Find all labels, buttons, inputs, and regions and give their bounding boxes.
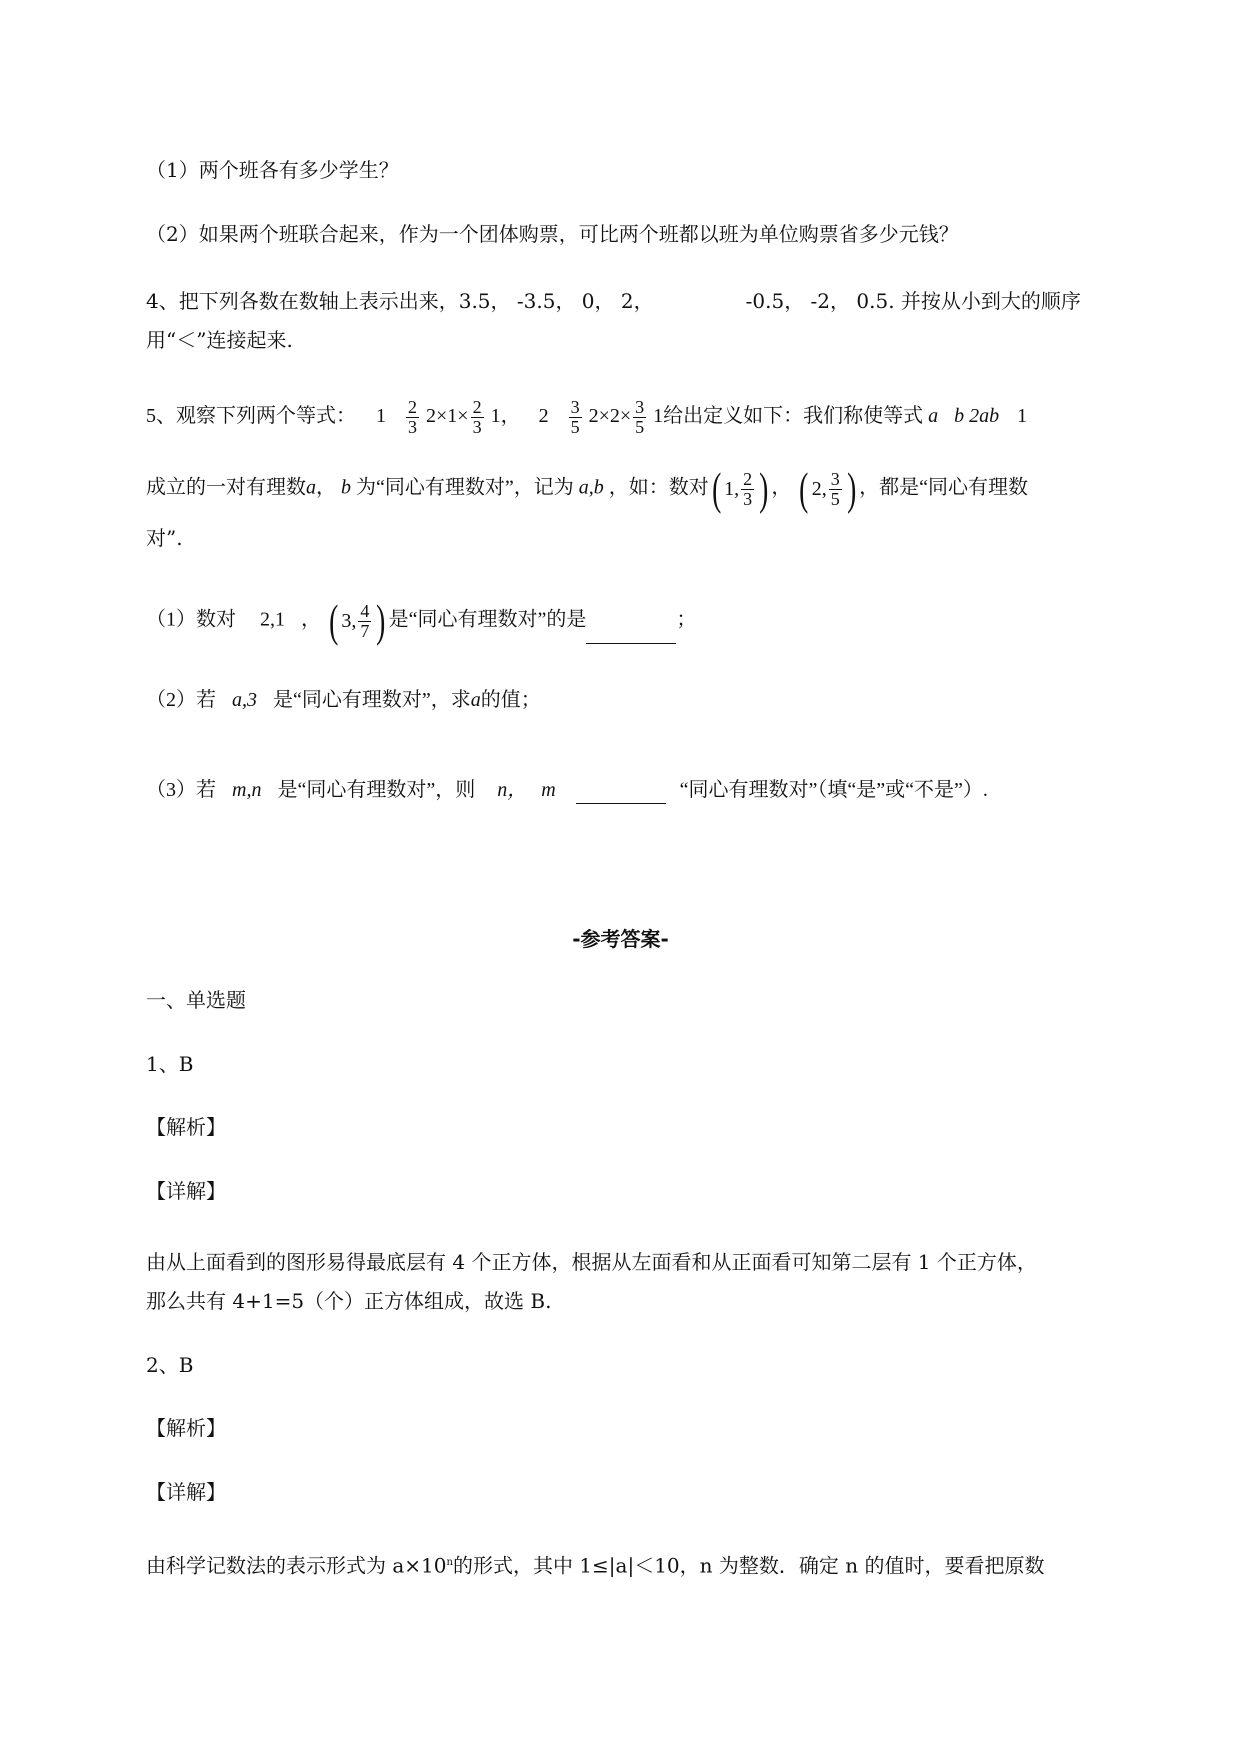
q5-sub3-blank	[576, 781, 666, 804]
q5-sub2-a: （2）若	[146, 689, 216, 711]
answer-1-text1: 由从上面看到的图形易得最底层有 4 个正方体，根据从左面看和从正面看可知第二层有 1 个正方体，	[146, 1250, 1037, 1274]
q5-frac-3-5: $\frac{3}{5}$	[570, 397, 580, 437]
answer-1: 1、B	[146, 1052, 194, 1076]
q5-frac-3-5-b: $\frac{3}{5}$	[635, 397, 645, 437]
q5-line2-d: ，如：数对	[608, 476, 709, 499]
q5-eq1-end: 1，	[490, 405, 521, 428]
q5-sub1-blank	[586, 621, 676, 644]
q5-sub2-c: 的值；	[480, 689, 541, 711]
answer-2-text1	[146, 1549, 1044, 1580]
q5-intro: 5、观察下列两个等式：	[146, 405, 356, 428]
q-prev-sub1: （1）两个班各有多少学生？	[146, 158, 399, 182]
q5-var-a: a	[928, 405, 939, 428]
q5-sub3-b: 是“同心有理数对”，则	[277, 779, 476, 801]
q5-sub1-pair2: ( 3, $\frac{4}{7}$ )	[329, 595, 386, 646]
q5-eq2-end: 1给出定义如下：我们称使等式	[653, 405, 924, 428]
q5-line2: 成立的一对有理数a， b 为“同心有理数对”，记为 a,b ，如：数对 ( 1, $\frac{2}{3}$ ) ， ( 2, $\frac{3}{5}$ ) ，都是“同心有理数	[146, 463, 1028, 514]
q5-sub3-n: n，	[497, 779, 528, 801]
answer-1-analysis: 【解析】	[146, 1115, 226, 1139]
q4-line1-b: -0.5， -2， 0.5. 并按从小到大的顺序	[745, 289, 1081, 313]
q5-line1	[146, 398, 1027, 437]
q5-pair-ab: a,b	[578, 476, 604, 499]
q5-sub2-var-a: a	[470, 689, 481, 711]
answer-2-text1-sup: n	[446, 1557, 453, 1568]
q5-pair-1-2-3: ( 1, $\frac{2}{3}$ )	[711, 463, 769, 514]
q5-sub1-a: （1）数对	[146, 608, 236, 631]
q5-sub2-b: 是“同心有理数对”，求	[273, 689, 471, 711]
q5-eq2-pre: 2	[538, 405, 549, 428]
q5-sub3	[146, 776, 988, 804]
q5-line2-a: 成立的一对有理数	[146, 476, 306, 499]
q5-frac-2-3-b: $\frac{2}{3}$	[472, 397, 482, 437]
answers-title: -参考答案-	[572, 927, 669, 951]
q5-eq1-mid: 2×1×	[426, 405, 469, 428]
q5-line3: 对”.	[146, 526, 183, 550]
q4-line2: 用“＜”连接起来.	[146, 328, 293, 352]
q5-line2-var-b: b	[341, 476, 351, 499]
q5-sub3-c: “同心有理数对”（填“是”或“不是”）.	[679, 779, 988, 801]
answer-2: 2、B	[146, 1353, 194, 1377]
q5-sub2	[146, 686, 541, 714]
q5-sub3-a: （3）若	[146, 779, 216, 801]
q5-line2-c: 为“同心有理数对”，记为	[356, 476, 574, 499]
q5-sub3-m: m	[541, 779, 556, 801]
q5-eq1-pre: 1	[376, 405, 386, 428]
q-prev-sub2: （2）如果两个班联合起来，作为一个团体购票，可比两个班都以班为单位购票省多少元钱？	[146, 222, 959, 246]
q4-line1	[146, 287, 1081, 315]
q5-sub3-pair: m,n	[232, 779, 262, 801]
q5-line2-var-a: a	[306, 476, 316, 499]
q5-pair-2-3-5: ( 2, $\frac{3}{5}$ )	[799, 463, 857, 514]
q5-sub1-b: 是“同心有理数对”的是	[388, 608, 587, 631]
q5-sub1	[146, 595, 697, 646]
answer-2-text1-b: 的形式，其中 1≤|a|＜10，n 为整数．确定 n 的值时，要看把原数	[452, 1553, 1045, 1578]
answer-2-detail: 【详解】	[146, 1480, 226, 1504]
answers-section1: 一、单选题	[146, 988, 246, 1012]
q5-frac-2-3: $\frac{2}{3}$	[408, 397, 417, 437]
q5-var-b: b	[954, 405, 965, 428]
q5-sub1-end: ；	[676, 608, 697, 631]
q5-eq2-mid: 2×2×	[588, 405, 632, 428]
answer-2-analysis: 【解析】	[146, 1416, 226, 1440]
q5-eq3-mid: 2ab	[969, 405, 1000, 428]
q5-eq3-end: 1	[1017, 405, 1028, 428]
answer-1-detail: 【详解】	[146, 1179, 226, 1203]
answer-2-text1-a: 由科学记数法的表示形式为 a×10	[146, 1553, 447, 1578]
q5-line2-e: ，都是“同心有理数	[859, 476, 1028, 499]
answer-1-text2: 那么共有 4+1=5（个）正方体组成，故选 B.	[146, 1289, 552, 1313]
q5-line2-b: ，	[316, 476, 336, 499]
q5-sub2-pair: a,3	[232, 689, 257, 711]
q5-sub1-pair1: 2,1	[260, 608, 285, 631]
q5-sub1-comma: ，	[301, 608, 321, 631]
q4-line1-a: 4、把下列各数在数轴上表示出来，3.5， -3.5， 0， 2，	[146, 289, 654, 313]
